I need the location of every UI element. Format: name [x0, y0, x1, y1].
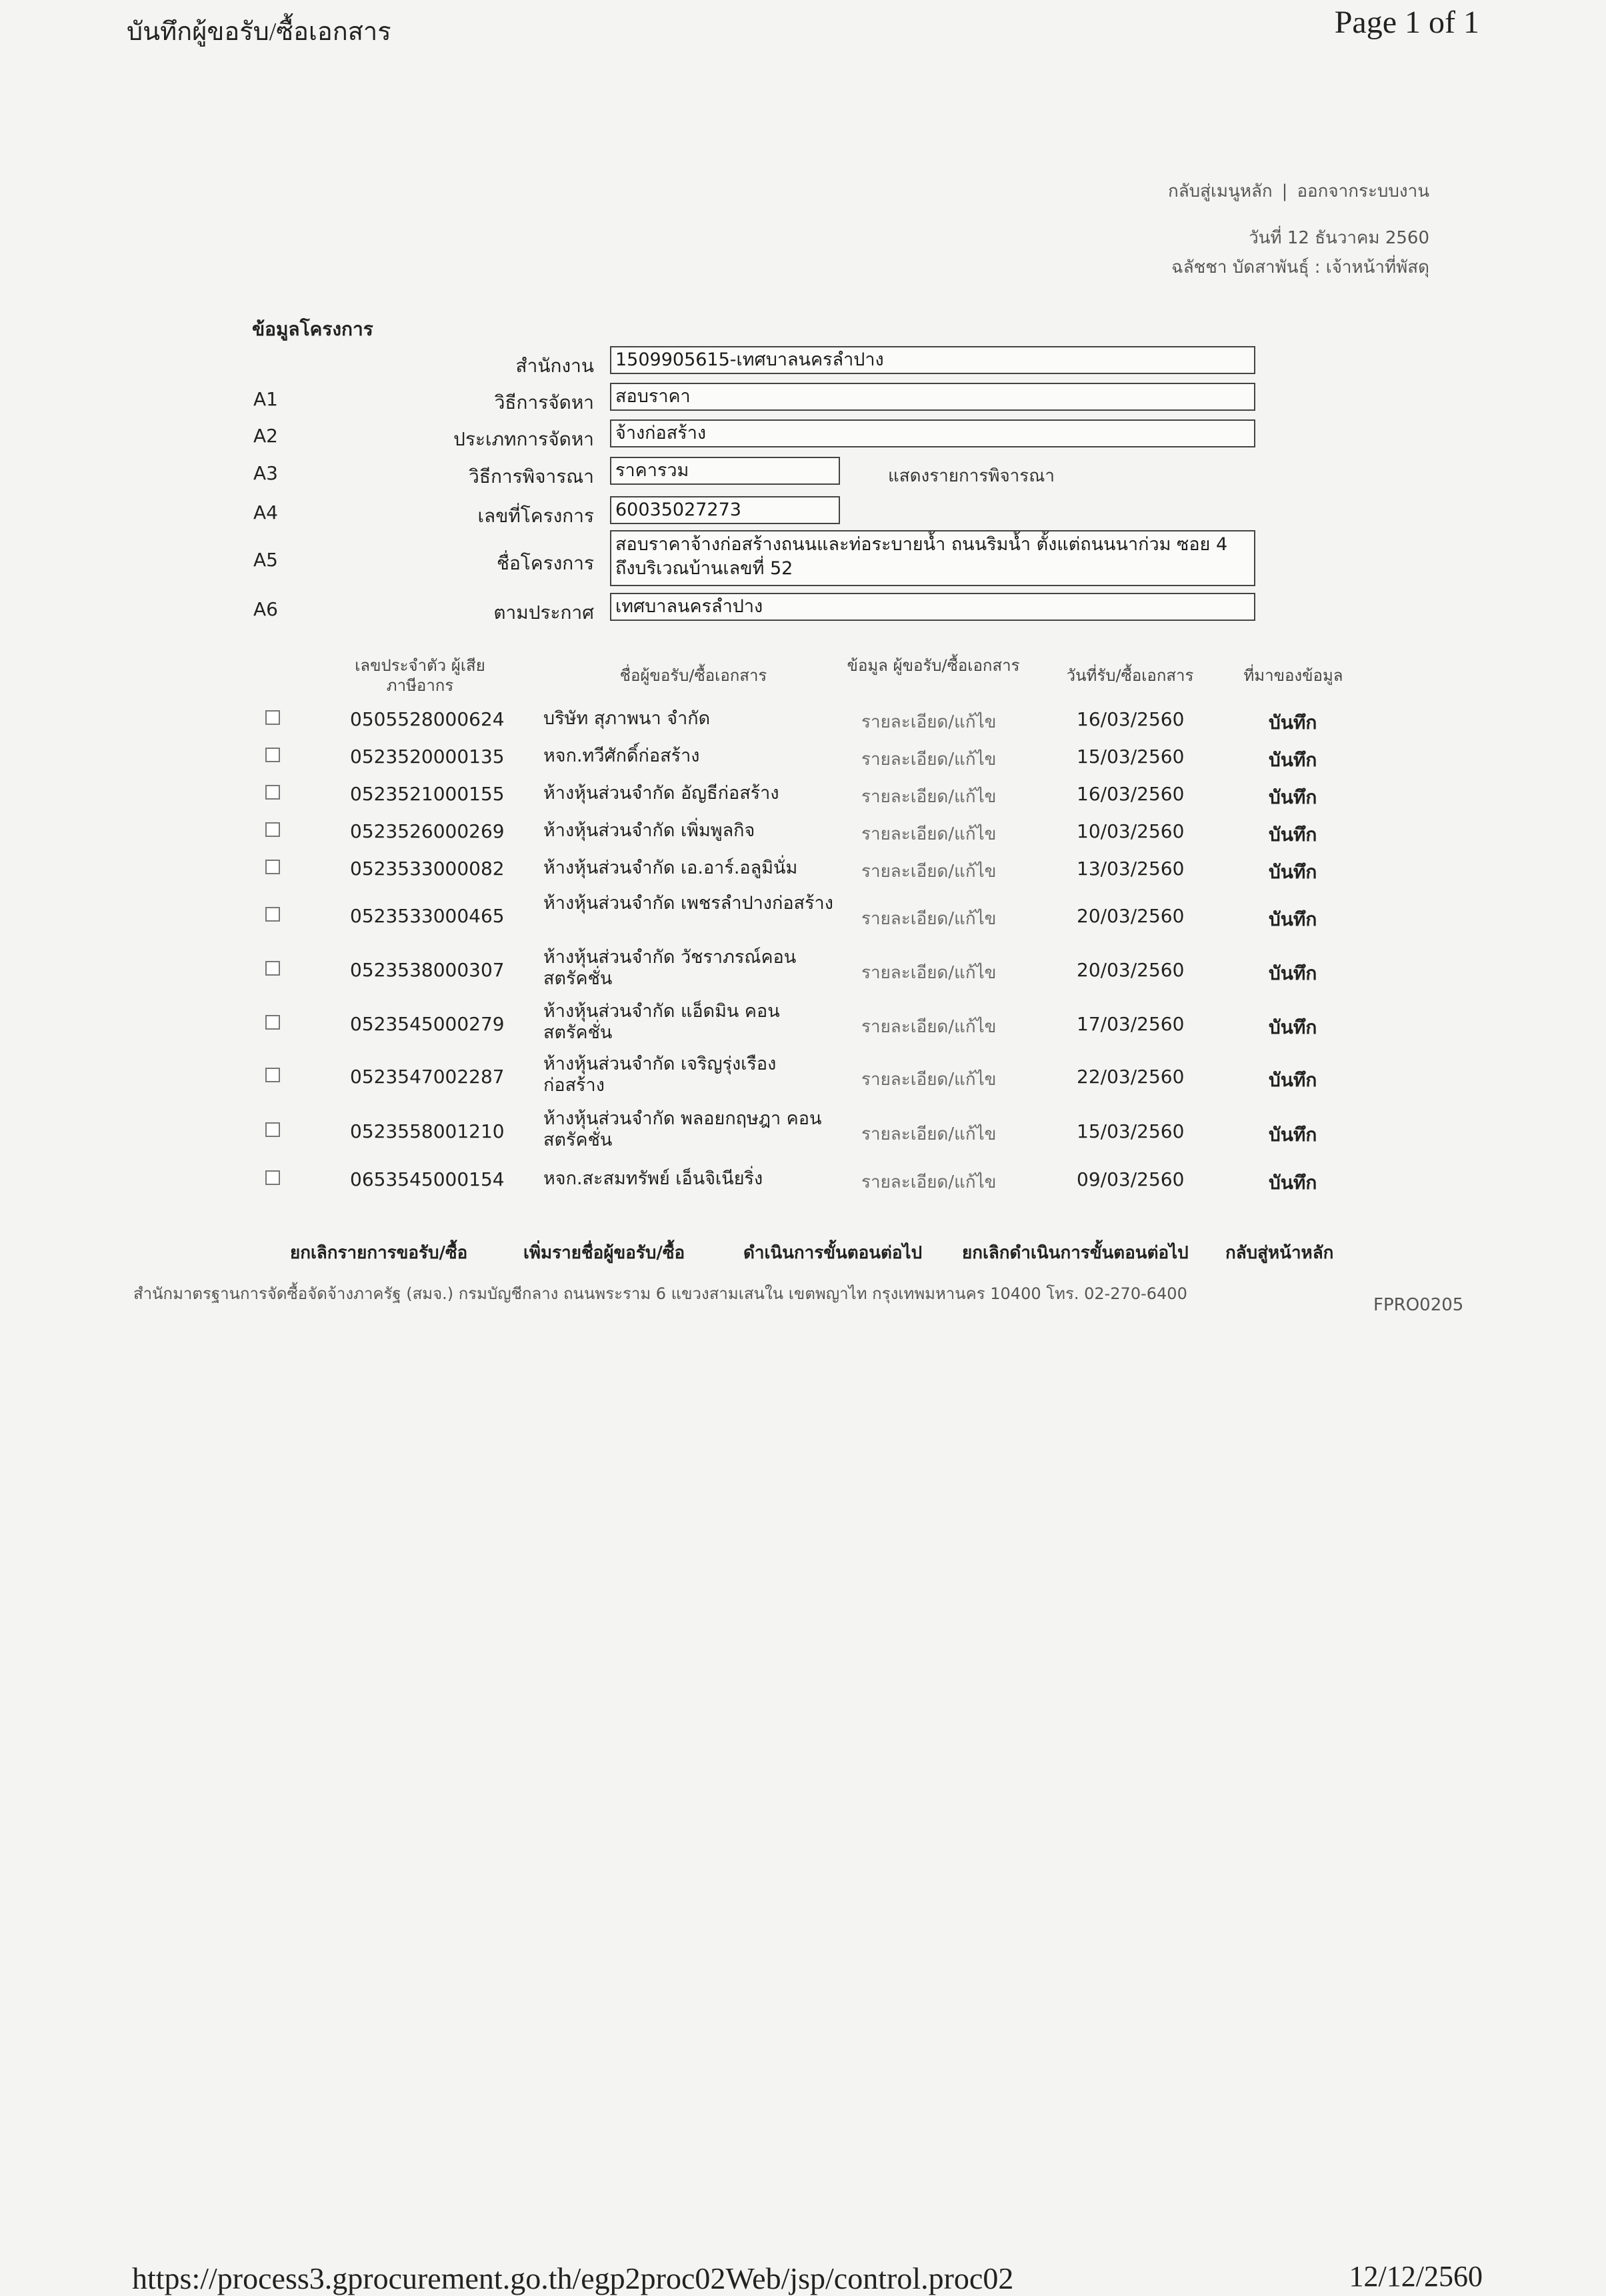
row-checkbox[interactable]	[265, 961, 280, 976]
row-name: หจก.ทวีศักดิ์ก่อสร้าง	[543, 746, 700, 766]
row-date: 15/03/2560	[1077, 746, 1185, 768]
row-name: ห้างหุ้นส่วนจำกัด พลอยกฤษฎา คอนสตรัคชั่น	[543, 1108, 822, 1150]
row-name: หจก.สะสมทรัพย์ เอ็นจิเนียริ่ง	[543, 1168, 763, 1189]
row-name: ห้างหุ้นส่วนจำกัด เจริญรุ่งเรือง ก่อสร้าง	[543, 1054, 777, 1096]
row-source: บันทึก	[1269, 908, 1317, 930]
row-date: 09/03/2560	[1077, 1168, 1185, 1190]
add-name-button[interactable]: เพิ่มรายชื่อผู้ขอรับ/ซื้อ	[523, 1243, 685, 1263]
row-source: บันทึก	[1269, 824, 1317, 846]
header-name: ชื่อผู้ขอรับ/ซื้อเอกสาร	[619, 666, 767, 685]
row-date: 13/03/2560	[1077, 858, 1185, 880]
row-name: ห้างหุ้นส่วนจำกัด แอ็ดมิน คอนสตรัคชั่น	[543, 1001, 780, 1043]
row-checkbox[interactable]	[265, 785, 280, 800]
row-source: บันทึก	[1269, 1172, 1317, 1194]
print-page-number: Page 1 of 1	[1334, 5, 1479, 40]
row-checkbox[interactable]	[265, 860, 280, 874]
row-tax-id: 0523520000135	[350, 746, 505, 768]
row-date: 16/03/2560	[1077, 783, 1185, 805]
next-step-button[interactable]: ดำเนินการขั้นตอนต่อไป	[743, 1243, 923, 1263]
row-name: ห้างหุ้นส่วนจำกัด เพิ่มพูลกิจ	[543, 820, 755, 841]
row-checkbox[interactable]	[265, 907, 280, 922]
cancel-items-button[interactable]: ยกเลิกรายการขอรับ/ซื้อ	[290, 1243, 468, 1263]
row-checkbox[interactable]	[265, 1122, 280, 1137]
row-date: 22/03/2560	[1077, 1066, 1185, 1088]
row-detail-link[interactable]: รายละเอียด/แก้ไข	[861, 1124, 997, 1144]
row-date: 15/03/2560	[1077, 1120, 1185, 1142]
row-tax-id: 0505528000624	[350, 708, 505, 730]
project-name-code: A5	[253, 549, 278, 571]
row-date: 20/03/2560	[1077, 905, 1185, 927]
row-detail-link[interactable]: รายละเอียด/แก้ไข	[861, 862, 997, 882]
criteria-field[interactable]: ราคารวม	[610, 457, 840, 485]
criteria-code: A3	[253, 462, 278, 484]
project-name-label: ชื่อโครงการ	[496, 552, 594, 574]
row-checkbox[interactable]	[265, 1170, 280, 1185]
header-date: วันที่รับ/ซื้อเอกสาร	[1066, 666, 1194, 685]
project-name-field[interactable]: สอบราคาจ้างก่อสร้างถนนและท่อระบายน้ำ ถนนริมน้ำ ตั้งแต่ถนนนาก่วม ซอย 4 ถึงบริเวณบ้านเลขที่ 52	[610, 530, 1255, 586]
row-tax-id: 0523521000155	[350, 783, 505, 805]
footer-address: สำนักมาตรฐานการจัดซื้อจัดจ้างภาครัฐ (สมจ.) กรมบัญชีกลาง ถนนพระราม 6 แขวงสามเสนใน เขตพญาไท กรุงเทพมหานคร 10400 โทร. 02-270-6400	[133, 1284, 1187, 1303]
row-checkbox[interactable]	[265, 822, 280, 837]
row-checkbox[interactable]	[265, 710, 280, 725]
row-detail-link[interactable]: รายละเอียด/แก้ไข	[861, 909, 997, 929]
form-code: FPRO0205	[1373, 1295, 1464, 1315]
type-code: A2	[253, 425, 278, 447]
row-tax-id: 0523558001210	[350, 1120, 505, 1142]
office-label: สำนักงาน	[515, 355, 594, 377]
top-links	[1168, 177, 1429, 205]
current-date: วันที่ 12 ธันวาคม 2560	[1249, 228, 1429, 248]
row-date: 16/03/2560	[1077, 708, 1185, 730]
row-source: บันทึก	[1269, 1069, 1317, 1091]
row-tax-id: 0523526000269	[350, 820, 505, 842]
row-date: 10/03/2560	[1077, 820, 1185, 842]
office-field[interactable]: 1509905615-เทศบาลนครลำปาง	[610, 346, 1255, 374]
announcement-code: A6	[253, 598, 278, 620]
link-separator: |	[1281, 181, 1288, 201]
row-source: บันทึก	[1269, 861, 1317, 883]
back-to-menu-link[interactable]: กลับสู่เมนูหลัก	[1168, 181, 1273, 201]
row-tax-id: 0523545000279	[350, 1013, 505, 1035]
row-source: บันทึก	[1269, 749, 1317, 771]
header-source: ที่มาของข้อมูล	[1243, 666, 1343, 685]
row-date: 20/03/2560	[1077, 959, 1185, 981]
row-tax-id: 0523533000082	[350, 858, 505, 880]
row-detail-link[interactable]: รายละเอียด/แก้ไข	[861, 750, 997, 770]
print-header-title: บันทึกผู้ขอรับ/ซื้อเอกสาร	[127, 18, 391, 46]
print-url: https://process3.gprocurement.go.th/egp2proc02Web/jsp/control.proc02	[132, 2261, 1014, 2295]
row-detail-link[interactable]: รายละเอียด/แก้ไข	[861, 1172, 997, 1192]
row-checkbox[interactable]	[265, 748, 280, 762]
header-tax-id: เลขประจำตัว ผู้เสียภาษีอากร	[355, 656, 485, 695]
row-detail-link[interactable]: รายละเอียด/แก้ไข	[861, 787, 997, 807]
method-code: A1	[253, 388, 278, 410]
row-checkbox[interactable]	[265, 1068, 280, 1082]
cancel-next-step-button[interactable]: ยกเลิกดำเนินการขั้นตอนต่อไป	[962, 1243, 1189, 1263]
row-checkbox[interactable]	[265, 1015, 280, 1030]
project-no-field[interactable]: 60035027273	[610, 496, 840, 524]
row-name: บริษัท สุภาพนา จำกัด	[543, 708, 711, 729]
user-info: ฉลัชชา บัดสาพันธุ์ : เจ้าหน้าที่พัสดุ	[1171, 257, 1429, 277]
row-tax-id: 0523538000307	[350, 959, 505, 981]
row-detail-link[interactable]: รายละเอียด/แก้ไข	[861, 712, 997, 732]
row-source: บันทึก	[1269, 786, 1317, 808]
row-source: บันทึก	[1269, 712, 1317, 734]
row-name: ห้างหุ้นส่วนจำกัด อัญธีก่อสร้าง	[543, 783, 779, 804]
row-detail-link[interactable]: รายละเอียด/แก้ไข	[861, 963, 997, 983]
row-detail-link[interactable]: รายละเอียด/แก้ไข	[861, 1070, 997, 1090]
row-name: ห้างหุ้นส่วนจำกัด วัชราภรณ์คอนสตรัคชั่น	[543, 947, 797, 989]
header-info: ข้อมูล ผู้ขอรับ/ซื้อเอกสาร	[847, 656, 1020, 675]
row-detail-link[interactable]: รายละเอียด/แก้ไข	[861, 1017, 997, 1037]
announcement-field[interactable]: เทศบาลนครลำปาง	[610, 593, 1255, 621]
row-name: ห้างหุ้นส่วนจำกัด เอ.อาร์.อลูมินั่ม	[543, 858, 798, 878]
section-title: ข้อมูลโครงการ	[252, 318, 373, 340]
method-field[interactable]: สอบราคา	[610, 383, 1255, 411]
row-detail-link[interactable]: รายละเอียด/แก้ไข	[861, 824, 997, 844]
project-no-code: A4	[253, 501, 278, 523]
method-label: วิธีการจัดหา	[494, 391, 594, 413]
row-source: บันทึก	[1269, 1016, 1317, 1038]
logout-link[interactable]: ออกจากระบบงาน	[1297, 181, 1429, 201]
print-date: 12/12/2560	[1349, 2260, 1483, 2293]
row-tax-id: 0653545000154	[350, 1168, 505, 1190]
row-name: ห้างหุ้นส่วนจำกัด เพชรลำปางก่อสร้าง	[543, 893, 833, 914]
type-label: ประเภทการจัดหา	[453, 428, 594, 450]
criteria-label: วิธีการพิจารณา	[469, 465, 594, 487]
announcement-label: ตามประกาศ	[493, 602, 594, 624]
row-source: บันทึก	[1269, 962, 1317, 984]
type-field[interactable]: จ้างก่อสร้าง	[610, 419, 1255, 447]
row-date: 17/03/2560	[1077, 1013, 1185, 1035]
row-source: บันทึก	[1269, 1124, 1317, 1146]
project-no-label: เลขที่โครงการ	[477, 505, 594, 527]
show-criteria-link[interactable]: แสดงรายการพิจารณา	[888, 466, 1055, 486]
back-home-button[interactable]: กลับสู่หน้าหลัก	[1225, 1243, 1334, 1263]
row-tax-id: 0523533000465	[350, 905, 505, 927]
row-tax-id: 0523547002287	[350, 1066, 505, 1088]
